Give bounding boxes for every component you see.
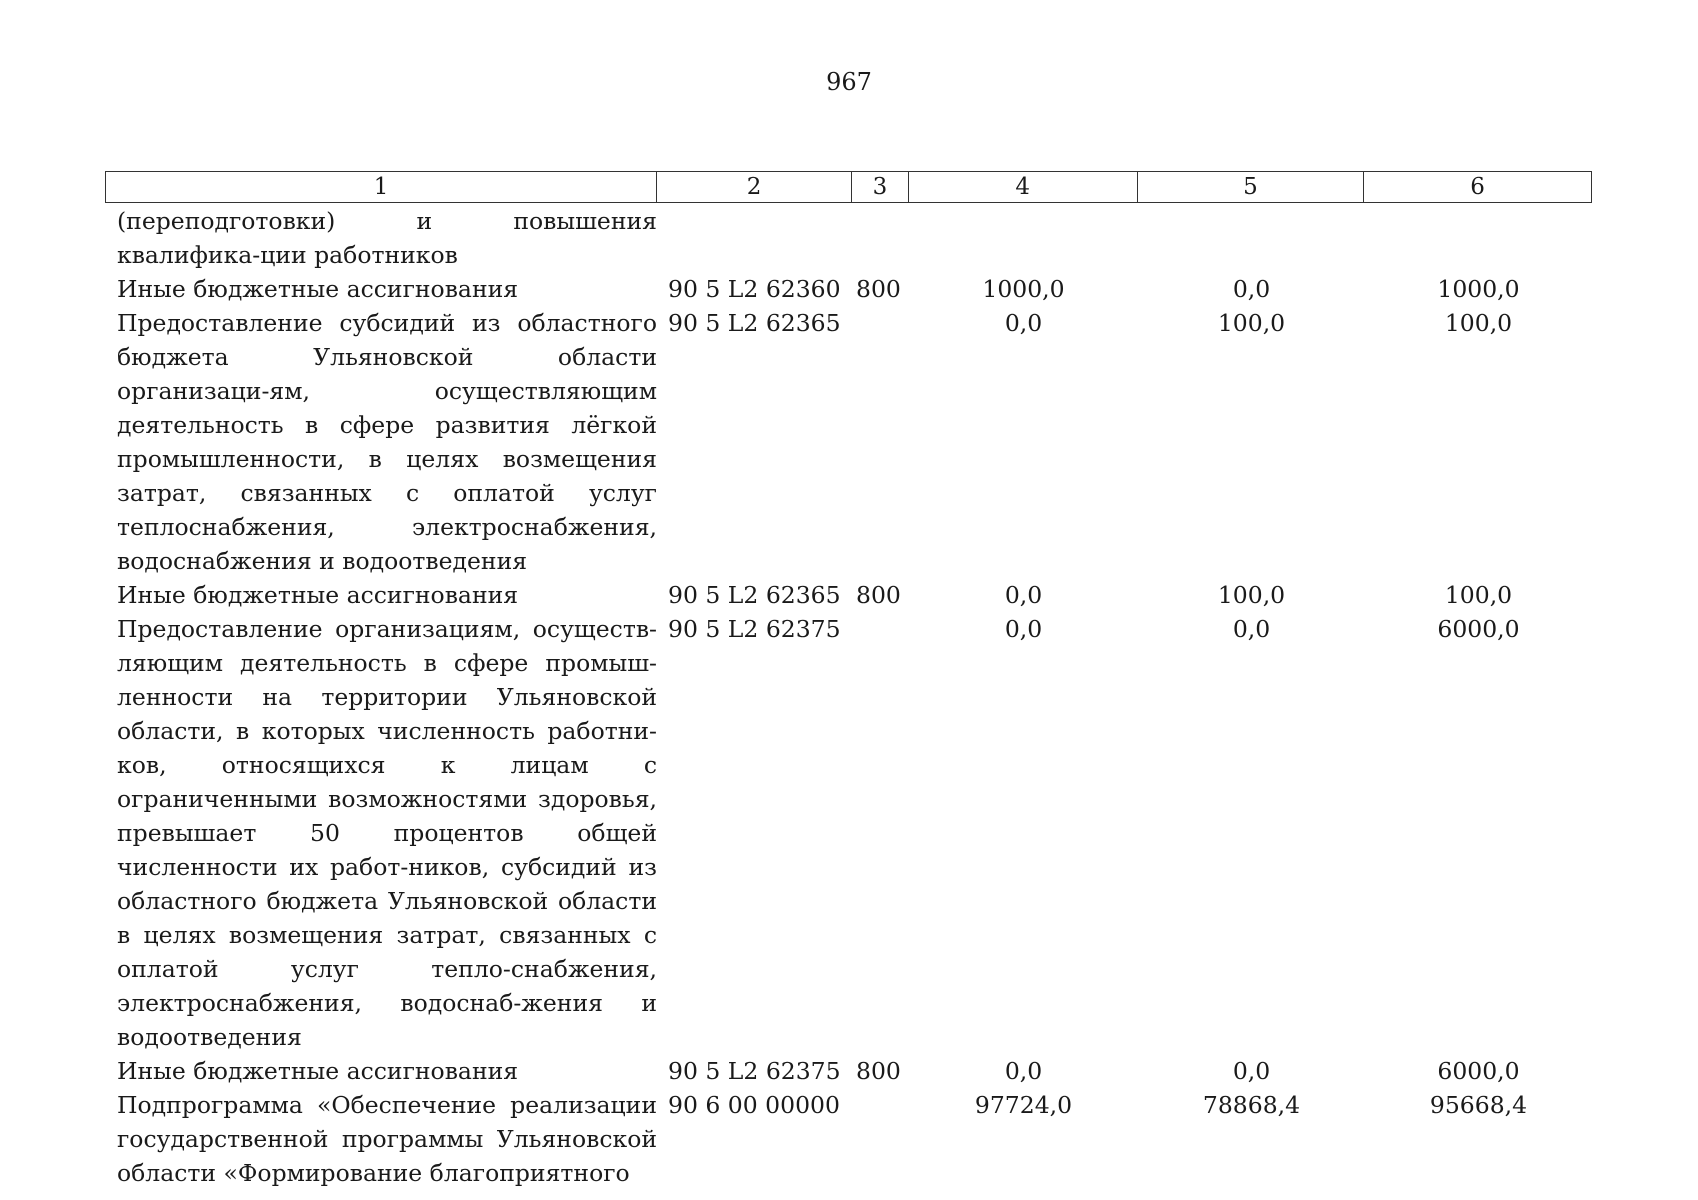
column-header-3: 3	[852, 172, 909, 202]
row-type: 800	[856, 275, 901, 303]
column-header-4: 4	[909, 172, 1138, 202]
row-value-5: 100,0	[1217, 309, 1286, 337]
row-value-5: 0,0	[1232, 1057, 1271, 1085]
row-description: (переподготовки) и повышения квалифика-ции работников	[117, 207, 657, 269]
row-type	[852, 612, 909, 1054]
row-code: 90 5 L2 62375	[668, 615, 841, 643]
table-row	[105, 272, 1592, 306]
column-header-6: 6	[1470, 174, 1485, 200]
table-row	[105, 1088, 1592, 1190]
table-body	[105, 204, 1592, 1190]
row-description: Предоставление субсидий из областного бюджета Ульяновской области организаци-ям, осуществляющим деятельность в сфере развития лёгкой промышленности, в целях возмещения затрат, связанных с оплатой услуг теплоснабжения, электроснабжения, водоснабжения и водоотведения	[117, 309, 657, 575]
row-value-4: 97724,0	[974, 1091, 1073, 1119]
row-value-4	[909, 204, 1138, 272]
row-value-6: 95668,4	[1429, 1091, 1528, 1119]
row-description: Подпрограмма «Обеспечение реализации государственной программы Ульяновской области «Формирование благоприятного	[117, 1091, 657, 1187]
row-value-4: 0,0	[1004, 615, 1043, 643]
row-code: 90 6 00 00000	[668, 1091, 840, 1119]
row-type: 800	[856, 1057, 901, 1085]
column-header-1: 1	[106, 172, 657, 202]
row-description: Иные бюджетные ассигнования	[117, 1057, 519, 1085]
row-code: 90 5 L2 62360	[668, 275, 841, 303]
row-type	[852, 306, 909, 578]
row-code: 90 5 L2 62365	[668, 309, 841, 337]
table-row	[105, 612, 1592, 1054]
table-row	[105, 306, 1592, 578]
row-value-4: 0,0	[1004, 581, 1043, 609]
table-row	[105, 1054, 1592, 1088]
row-code: 90 5 L2 62375	[668, 1057, 841, 1085]
row-type	[852, 1088, 909, 1190]
page-number: 967	[826, 68, 872, 96]
row-type	[852, 204, 909, 272]
row-value-6: 100,0	[1444, 581, 1513, 609]
row-value-5: 0,0	[1232, 275, 1271, 303]
row-value-4: 0,0	[1004, 309, 1043, 337]
row-value-5: 100,0	[1217, 581, 1286, 609]
row-value-6: 100,0	[1444, 309, 1513, 337]
table-column-header	[105, 171, 1592, 203]
row-value-6: 1000,0	[1437, 275, 1520, 303]
row-value-6	[1365, 204, 1592, 272]
row-description: Иные бюджетные ассигнования	[117, 581, 519, 609]
table-row	[105, 204, 1592, 272]
column-header-5: 5	[1138, 172, 1365, 202]
row-value-4: 0,0	[1004, 1057, 1043, 1085]
column-header-2: 2	[657, 172, 852, 202]
row-description: Иные бюджетные ассигнования	[117, 275, 519, 303]
row-value-4: 1000,0	[982, 275, 1065, 303]
row-value-5: 0,0	[1232, 615, 1271, 643]
row-type: 800	[856, 581, 901, 609]
row-value-5	[1138, 204, 1365, 272]
table-row	[105, 578, 1592, 612]
row-code: 90 5 L2 62365	[668, 581, 841, 609]
row-value-6: 6000,0	[1437, 615, 1520, 643]
row-value-6: 6000,0	[1437, 1057, 1520, 1085]
row-description: Предоставление организациям, осуществ-ляющим деятельность в сфере промыш-ленности на территории Ульяновской области, в которых численность работни-ков, относящихся к лицам с ограниченными возможностями здоровья, превышает 50 процентов общей численности их работ-ников, субсидий из областного бюджета Ульяновской области в целях возмещения затрат, связанных с оплатой услуг тепло-снабжения, электроснабжения, водоснаб-жения и водоотведения	[117, 615, 657, 1051]
row-code	[657, 204, 852, 272]
row-value-5: 78868,4	[1202, 1091, 1301, 1119]
